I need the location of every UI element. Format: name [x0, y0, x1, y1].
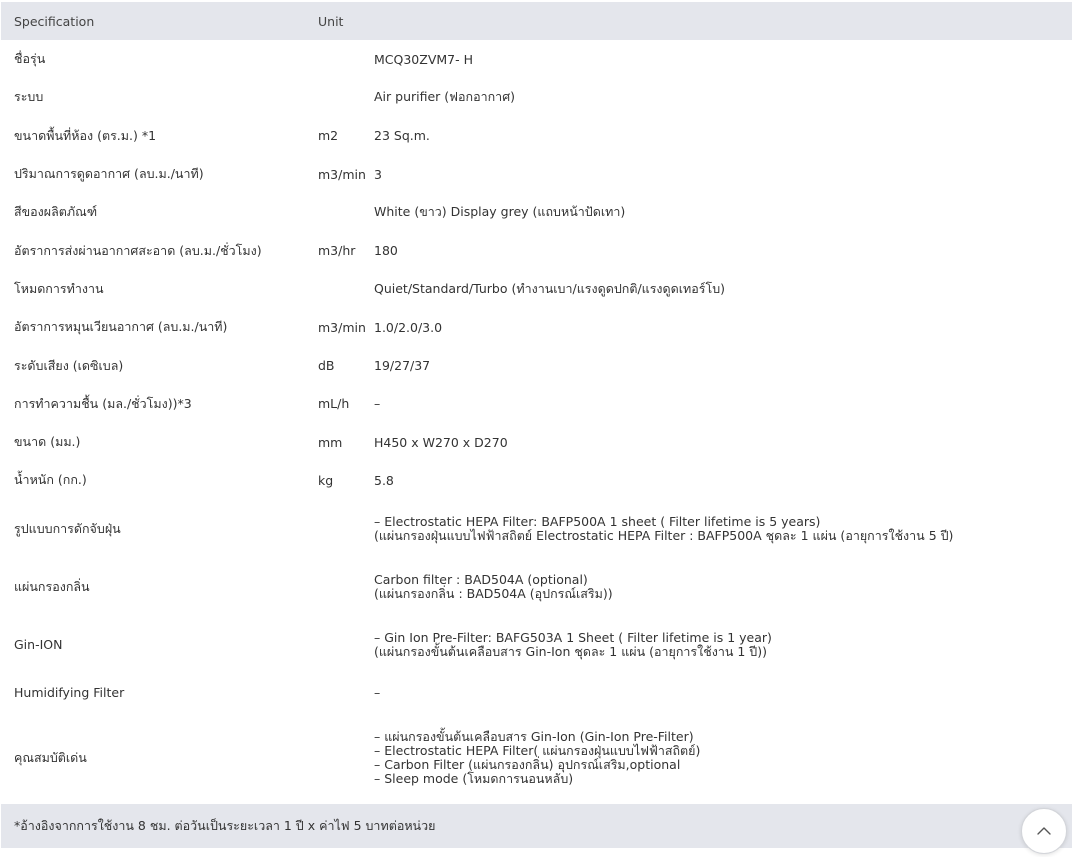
spec-value-line: (แผ่นกรองกลิ่น : BAD504A (อุปกรณ์เสริม)) — [374, 585, 613, 601]
scroll-to-top-button[interactable] — [1021, 808, 1067, 854]
spec-value-line: Carbon filter : BAD504A (optional) — [374, 571, 588, 587]
spec-label: Gin-ION — [14, 637, 63, 653]
table-header-row — [1, 2, 1072, 40]
header-value — [360, 2, 1072, 40]
spec-unit: kg — [318, 472, 334, 488]
table-row — [1, 500, 1072, 558]
table-row — [1, 78, 1072, 116]
spec-value-line: White (ขาว) Display grey (แถบหน้าปัดเทา) — [374, 204, 626, 220]
spec-label: Humidifying Filter — [14, 685, 125, 701]
header-unit: Unit — [318, 13, 344, 29]
footnote-text: *อ้างอิงจากการใช้งาน 8 ชม. ต่อวันเป็นระยะเวลา 1 ปี x ค่าไฟ 5 บาทต่อหน่วย — [14, 817, 436, 833]
table-row — [1, 346, 1072, 384]
spec-label: ชื่อรุ่น — [14, 51, 46, 67]
spec-unit: m2 — [318, 128, 339, 144]
spec-table — [1, 2, 1072, 848]
spec-value-line: (แผ่นกรองฝุ่นแบบไฟฟ้าสถิตย์ Electrostatic HEPA Filter : BAFP500A ชุดละ 1 แผ่น (อายุการใช้งาน 5 ปี) — [374, 527, 954, 543]
spec-label: การทำความชื้น (มล./ชั่วโมง))*3 — [14, 395, 192, 411]
spec-value-line: – Electrostatic HEPA Filter: BAFP500A 1 sheet ( Filter lifetime is 5 years) — [374, 513, 821, 529]
spec-value — [360, 616, 1072, 674]
table-row — [1, 423, 1072, 461]
spec-value — [360, 155, 1072, 193]
spec-value — [360, 558, 1072, 616]
spec-label: อัตราการส่งผ่านอากาศสะอาด (ลบ.ม./ชั่วโมง) — [14, 242, 262, 258]
table-row — [1, 674, 1072, 712]
spec-label: รูปแบบการดักจับฝุ่น — [14, 520, 121, 536]
table-row — [1, 616, 1072, 674]
spec-label: อัตราการหมุนเวียนอากาศ (ลบ.ม./นาที) — [14, 319, 228, 335]
spec-value-line: 180 — [374, 243, 398, 259]
spec-value — [360, 712, 1072, 804]
header-specification: Specification — [14, 13, 95, 29]
spec-unit — [303, 616, 360, 674]
spec-value — [360, 193, 1072, 231]
chevron-up-icon — [1036, 826, 1052, 836]
spec-label: ปริมาณการดูดอากาศ (ลบ.ม./นาที) — [14, 166, 204, 182]
spec-label: สีของผลิตภัณฑ์ — [14, 204, 98, 220]
spec-value-line: 1.0/2.0/3.0 — [374, 319, 443, 335]
table-row — [1, 308, 1072, 346]
spec-label: แผ่นกรองกลิ่น — [14, 578, 90, 594]
table-row — [1, 193, 1072, 231]
spec-unit: m3/min — [318, 319, 366, 335]
table-row — [1, 155, 1072, 193]
spec-value-line: 19/27/37 — [374, 358, 431, 374]
spec-value — [360, 117, 1072, 155]
spec-value — [360, 346, 1072, 384]
spec-unit — [303, 500, 360, 558]
spec-unit — [303, 78, 360, 116]
spec-value — [360, 500, 1072, 558]
spec-value-line: – Sleep mode (โหมดการนอนหลับ) — [374, 770, 574, 786]
spec-value-line: H450 x W270 x D270 — [374, 434, 508, 450]
spec-label: ระบบ — [14, 89, 44, 105]
spec-label: ขนาด (มม.) — [14, 434, 81, 450]
spec-unit — [303, 558, 360, 616]
table-row — [1, 40, 1072, 78]
spec-value-line: (แผ่นกรองขั้นต้นเคลือบสาร Gin-Ion ชุดละ 1 แผ่น (อายุการใช้งาน 1 ปี)) — [374, 643, 767, 659]
spec-label: โหมดการทำงาน — [14, 280, 104, 296]
spec-label: น้ำหนัก (กก.) — [14, 472, 87, 488]
spec-value-line: – Gin Ion Pre-Filter: BAFG503A 1 Sheet ( Filter lifetime is 1 year) — [374, 629, 772, 645]
spec-label: ระดับเสียง (เดซิเบล) — [14, 357, 124, 373]
spec-label: คุณสมบัติเด่น — [14, 749, 87, 765]
footnote-row — [1, 804, 1072, 848]
spec-label: ขนาดพื้นที่ห้อง (ตร.ม.) *1 — [14, 127, 157, 143]
spec-value — [360, 40, 1072, 78]
spec-value — [360, 308, 1072, 346]
table-row — [1, 558, 1072, 616]
spec-value-line: Air purifier (ฟอกอากาศ) — [374, 89, 516, 105]
spec-value — [360, 231, 1072, 269]
spec-value-line: – Electrostatic HEPA Filter( แผ่นกรองฝุ่นแบบไฟฟ้าสถิตย์) — [374, 742, 701, 758]
spec-value-line: 3 — [374, 166, 382, 182]
spec-value-line: 5.8 — [374, 472, 394, 488]
spec-unit — [303, 712, 360, 804]
spec-value — [360, 674, 1072, 712]
table-row — [1, 461, 1072, 499]
table-row — [1, 117, 1072, 155]
spec-value-line: – — [374, 685, 381, 701]
table-row — [1, 270, 1072, 308]
spec-table-body — [1, 40, 1072, 804]
spec-unit: m3/hr — [318, 243, 356, 259]
spec-unit — [303, 674, 360, 712]
spec-value-line: – Carbon Filter (แผ่นกรองกลิ่น) อุปกรณ์เสริม,optional — [374, 756, 681, 772]
spec-value — [360, 461, 1072, 499]
spec-unit — [303, 40, 360, 78]
spec-value-line: 23 Sq.m. — [374, 128, 430, 144]
spec-unit: mm — [318, 434, 343, 450]
table-row — [1, 231, 1072, 269]
spec-value — [360, 270, 1072, 308]
spec-value-line: Quiet/Standard/Turbo (ทำงานเบา/แรงดูดปกติ/แรงดูดเทอร์โบ) — [374, 280, 726, 296]
spec-unit — [303, 193, 360, 231]
spec-value — [360, 78, 1072, 116]
spec-value — [360, 423, 1072, 461]
spec-unit: mL/h — [318, 396, 350, 412]
spec-value — [360, 385, 1072, 423]
spec-unit — [303, 270, 360, 308]
spec-value-line: – แผ่นกรองขั้นต้นเคลือบสาร Gin-Ion (Gin-Ion Pre-Filter) — [374, 728, 694, 744]
spec-unit: dB — [318, 358, 335, 374]
spec-unit: m3/min — [318, 166, 366, 182]
table-row — [1, 385, 1072, 423]
table-row — [1, 712, 1072, 804]
spec-value-line: MCQ30ZVM7- H — [374, 51, 473, 67]
spec-value-line: – — [374, 396, 381, 412]
